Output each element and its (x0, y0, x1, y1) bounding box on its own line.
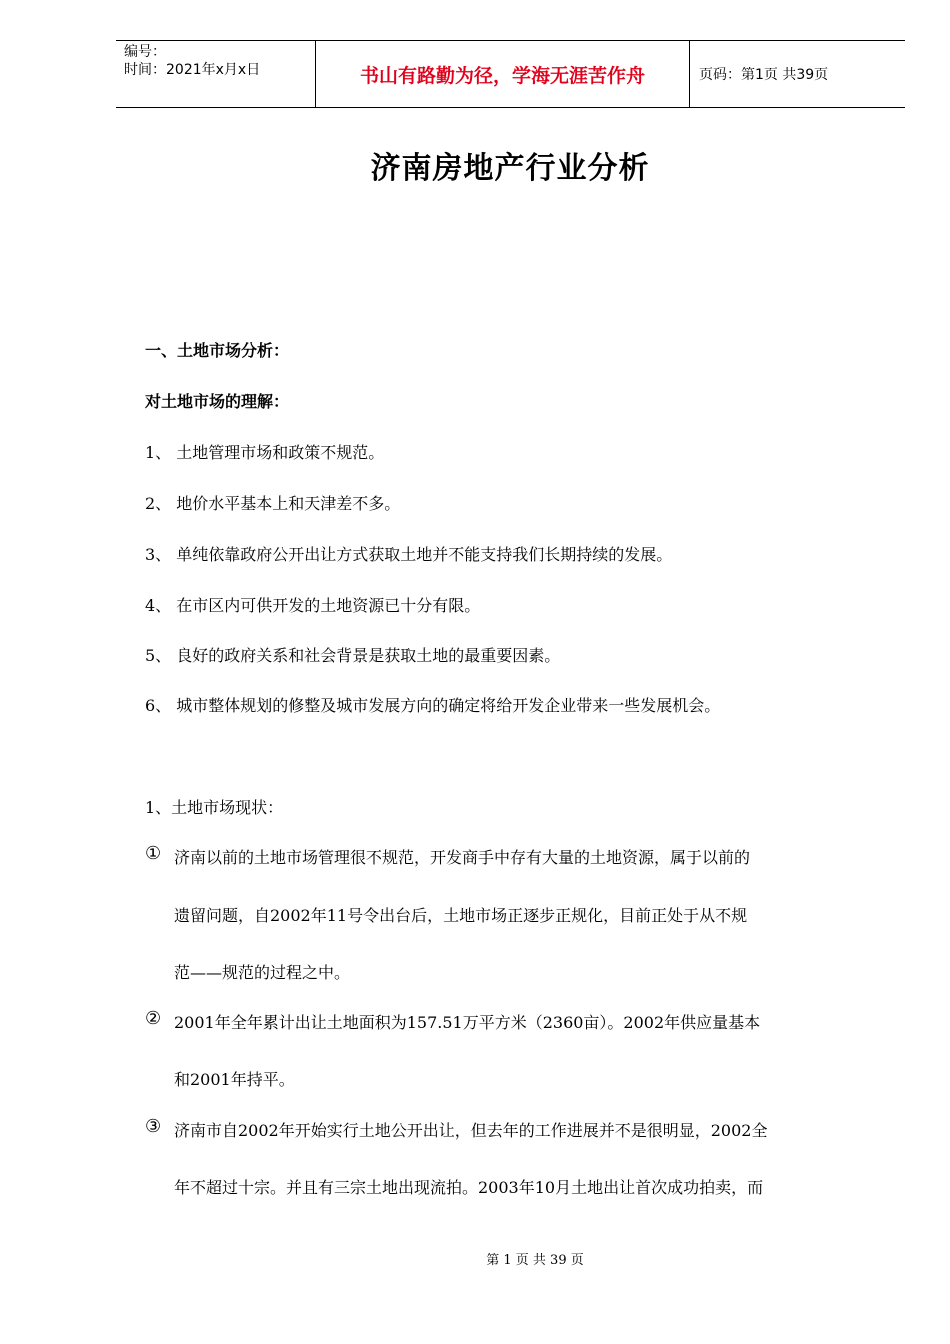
header-motto: 书山有路勤为径，学海无涯苦作舟 (316, 41, 690, 107)
list-item: 3、 单纯依靠政府公开出让方式获取土地并不能支持我们长期持续的发展。 (145, 545, 673, 564)
status-heading: 1、土地市场现状： (145, 798, 284, 817)
number-label: 编号： (124, 44, 166, 60)
time-label: 时间：2021年x月x日 (124, 62, 261, 78)
paragraph-line: 济南以前的土地市场管理很不规范，开发商手中存有大量的土地资源，属于以前的 (174, 848, 751, 867)
section-heading: 一、土地市场分析： (145, 341, 290, 360)
paragraph-line: 年不超过十宗。并且有三宗土地出现流拍。2003年10月土地出让首次成功拍卖，而 (174, 1178, 764, 1197)
paragraph-marker: ③ (145, 1116, 162, 1137)
document-title: 济南房地产行业分析 (370, 151, 650, 186)
paragraph-line: 2001年全年累计出让土地面积为157.51万平方米（2360亩）。2002年供应量基本 (174, 1013, 761, 1032)
list-item: 2、 地价水平基本上和天津差不多。 (145, 494, 401, 513)
paragraph-line: 范——规范的过程之中。 (174, 963, 351, 982)
list-item: 5、 良好的政府关系和社会背景是获取土地的最重要因素。 (145, 646, 561, 665)
paragraph-marker: ② (145, 1008, 162, 1029)
list-item: 6、 城市整体规划的修整及城市发展方向的确定将给开发企业带来一些发展机会。 (145, 696, 721, 715)
header-meta (116, 41, 316, 107)
paragraph-line: 和2001年持平。 (174, 1070, 295, 1089)
paragraph-line: 济南市自2002年开始实行土地公开出让，但去年的工作进展并不是很明显，2002全 (174, 1121, 768, 1140)
paragraph-marker: ① (145, 843, 162, 864)
paragraph-line: 遗留问题，自2002年11号令出台后，土地市场正逐步正规化，目前正处于从不规 (174, 906, 748, 925)
footer-page-number: 第 1 页 共 39 页 (486, 1253, 584, 1268)
header-page-info: 页码：第1页 共39页 (699, 67, 829, 83)
list-item: 4、 在市区内可供开发的土地资源已十分有限。 (145, 596, 481, 615)
page-footer (0, 1249, 950, 1268)
section-subheading: 对土地市场的理解： (145, 392, 290, 411)
header-table (116, 40, 905, 108)
list-item: 1、 土地管理市场和政策不规范。 (145, 443, 385, 462)
